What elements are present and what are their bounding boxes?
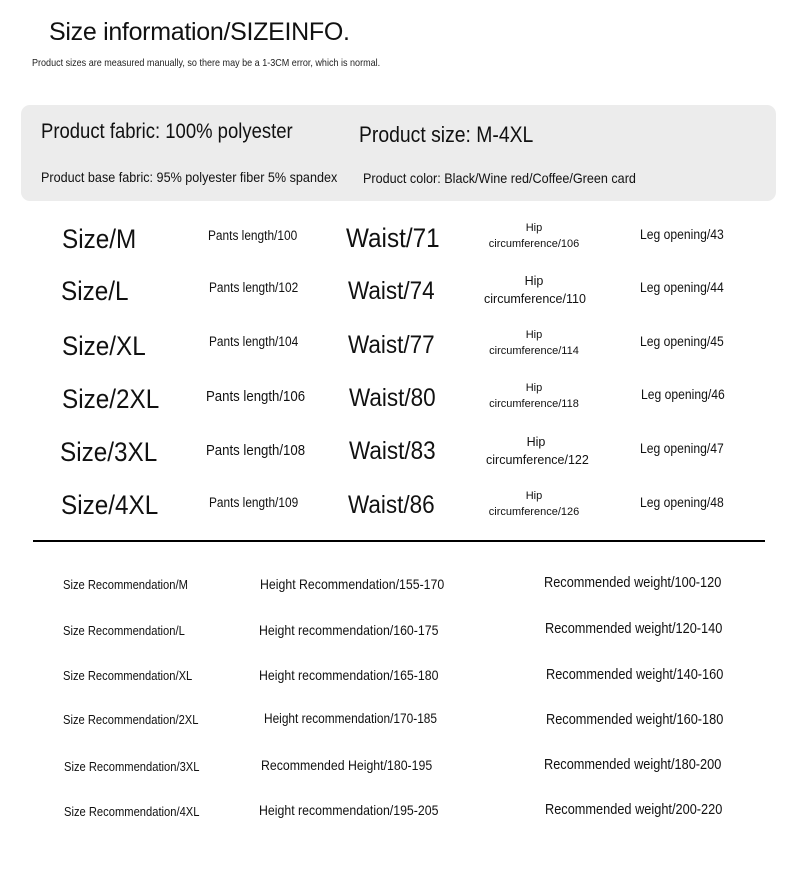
pants-length: Pants length/102 [209,280,299,295]
size-recommendation: Size Recommendation/3XL [64,759,200,774]
size-recommendation: Size Recommendation/L [63,623,185,638]
size-label: Size/XL [62,331,146,361]
height-recommendation: Height recommendation/195-205 [259,802,439,818]
pants-length: Pants length/104 [209,334,299,349]
size-label: Size/3XL [60,437,158,467]
height-recommendation: Recommended Height/180-195 [261,757,433,773]
weight-recommendation: Recommended weight/180-200 [544,757,722,773]
measurement-note: Product sizes are measured manually, so there may be a 1-3CM error, which is normal. [32,57,381,69]
weight-recommendation: Recommended weight/160-180 [546,712,724,728]
height-recommendation: Height recommendation/170-185 [264,711,438,726]
hip-circumference: Hip circumference/118 [489,382,579,410]
size-recommendation: Size Recommendation/4XL [64,804,200,819]
leg-opening: Leg opening/45 [640,334,724,349]
size-recommendation: Size Recommendation/2XL [63,712,199,727]
size-label: Size/L [61,276,129,306]
waist: Waist/71 [346,223,440,253]
waist: Waist/80 [349,384,436,412]
height-recommendation: Height recommendation/165-180 [259,667,439,683]
hip-circumference: Hip circumference/106 [488,222,580,250]
product-base-fabric: Product base fabric: 95% polyester fiber 5% spandex [41,169,338,185]
pants-length: Pants length/100 [208,228,298,243]
weight-recommendation: Recommended weight/200-220 [545,802,723,818]
waist: Waist/83 [349,437,436,465]
waist: Waist/86 [348,491,435,519]
page-title: Size information/SIZEINFO. [49,18,350,46]
waist: Waist/74 [348,277,435,305]
product-size-range: Product size: M-4XL [359,122,534,147]
leg-opening: Leg opening/47 [640,441,724,456]
product-fabric: Product fabric: 100% polyester [41,120,293,143]
hip-circumference: Hip circumference/126 [488,490,580,518]
pants-length: Pants length/108 [206,442,306,459]
hip-circumference: Hip circumference/110 [484,274,586,306]
hip-circumference: Hip circumference/114 [489,329,579,357]
height-recommendation: Height Recommendation/155-170 [260,576,445,592]
size-recommendation: Size Recommendation/XL [63,668,193,683]
hip-circumference: Hip circumference/122 [486,435,589,467]
size-recommendation: Size Recommendation/M [63,577,188,592]
size-label: Size/M [62,224,137,254]
section-divider [33,540,765,542]
leg-opening: Leg opening/46 [641,387,725,402]
height-recommendation: Height recommendation/160-175 [259,622,439,638]
size-label: Size/2XL [62,384,160,414]
weight-recommendation: Recommended weight/120-140 [545,621,723,637]
leg-opening: Leg opening/48 [640,495,724,510]
weight-recommendation: Recommended weight/140-160 [546,667,724,683]
product-color: Product color: Black/Wine red/Coffee/Green card [363,170,636,186]
leg-opening: Leg opening/44 [640,280,724,295]
weight-recommendation: Recommended weight/100-120 [544,575,722,591]
pants-length: Pants length/109 [209,495,299,510]
waist: Waist/77 [348,331,435,359]
size-label: Size/4XL [61,490,159,520]
pants-length: Pants length/106 [206,388,306,405]
leg-opening: Leg opening/43 [640,227,724,242]
